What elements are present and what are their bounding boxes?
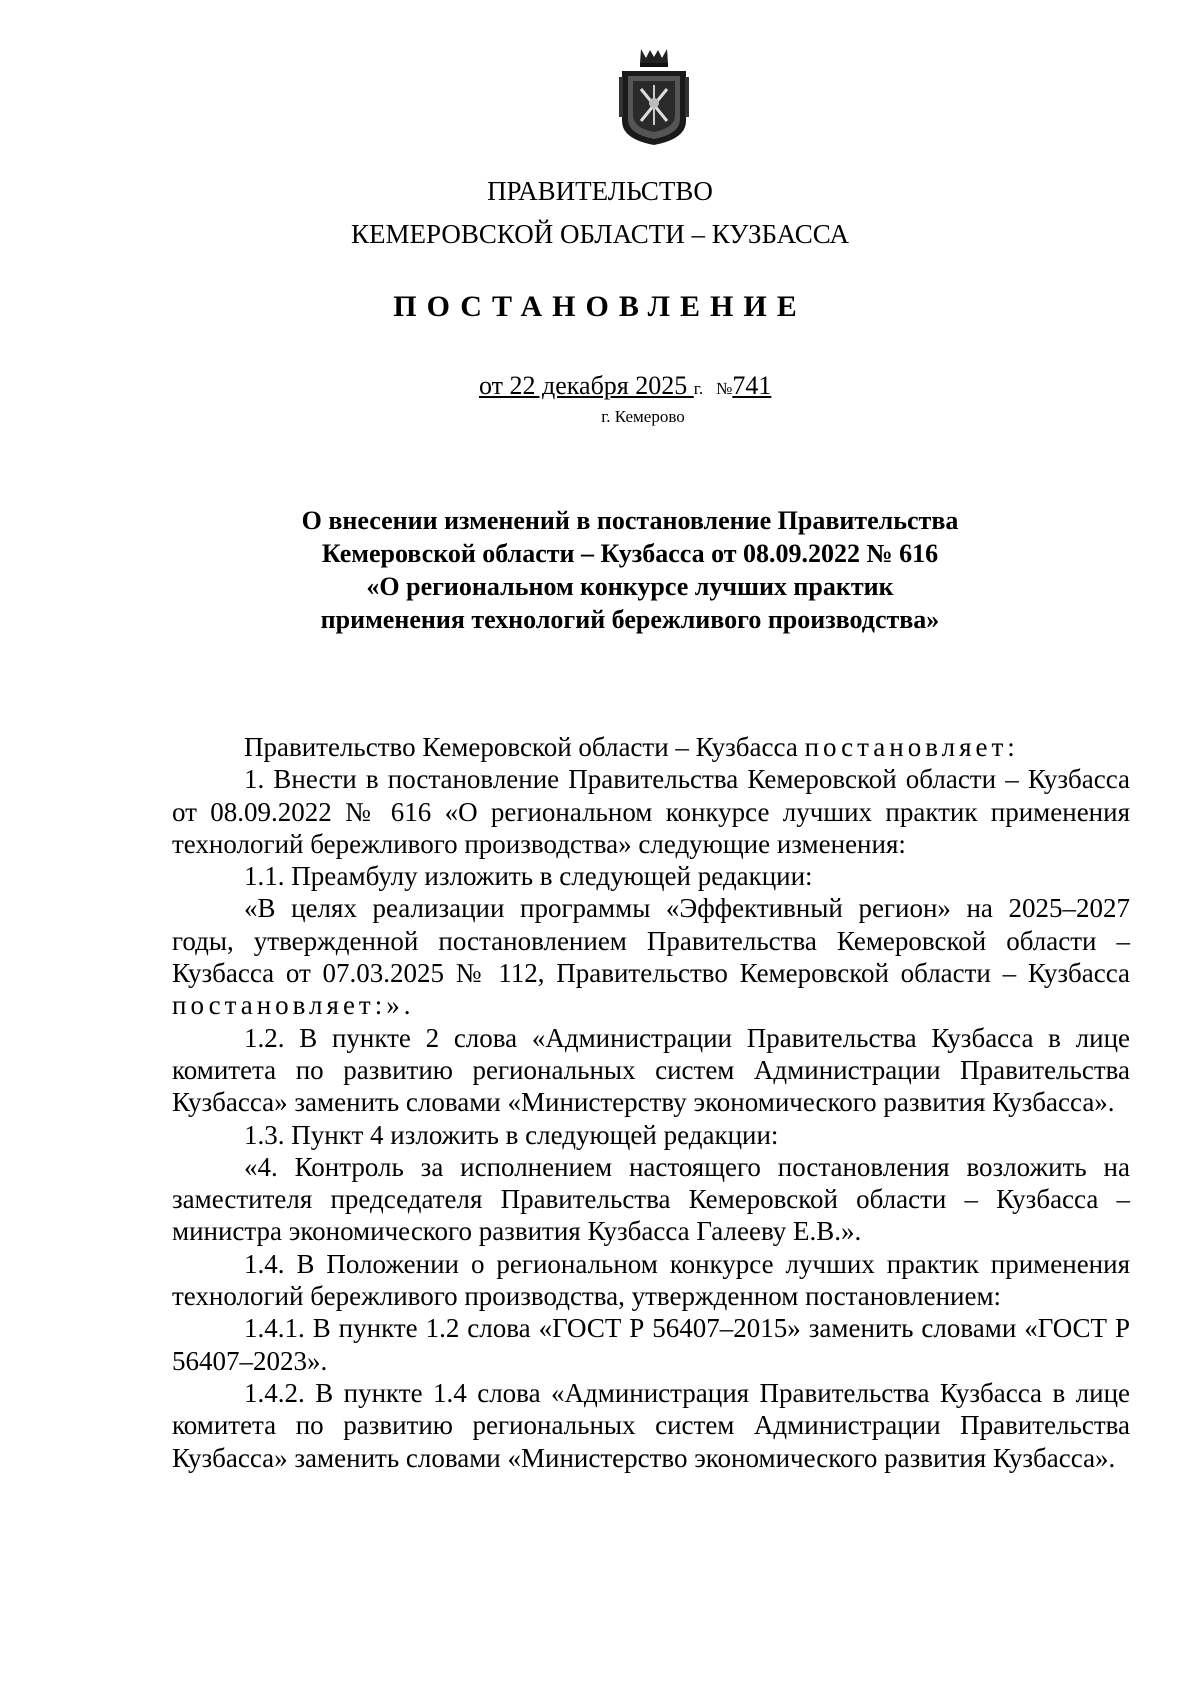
body-paragraph: 1.3. Пункт 4 изложить в следующей редакции: xyxy=(244,1119,779,1150)
body-paragraph xyxy=(172,892,1130,1021)
organization-name-line-1: ПРАВИТЕЛЬСТВО xyxy=(487,176,713,206)
paragraph-text: «В целях реализации программы «Эффективный регион» на 2025–2027 годы, утвержденной постановлением Правительства Кемеровской области – Кузбасса от 07.03.2025 № 112, Правительство Кемеровской области – Кузбасса xyxy=(172,893,1130,989)
body-paragraph: 1.4.1. В пункте 1.2 слова «ГОСТ Р 56407–2015» заменить словами «ГОСТ Р 56407–2023». xyxy=(172,1313,1130,1376)
spaced-word: постановляет:». xyxy=(172,990,415,1021)
date-prefix: от xyxy=(479,371,510,400)
body-paragraph: 1.4. В Положении о региональном конкурсе лучших практик применения технологий бережливого производства, утвержденном постановлением: xyxy=(172,1248,1130,1312)
number-sign: № xyxy=(716,379,733,398)
title-line-4: применения технологий бережливого производства» xyxy=(320,605,940,634)
year-suffix: г. xyxy=(693,379,704,398)
body-paragraph xyxy=(172,731,1130,763)
document-type-heading: ПОСТАНОВЛЕНИЕ xyxy=(393,290,807,323)
paragraph-text: Правительство Кемеровской области – Кузбасса xyxy=(244,732,805,762)
body-paragraph: 1.4.2. В пункте 1.4 слова «Администрация Правительства Кузбасса в лице комитета по развитию региональных систем Администрации Правительства Кузбасса» заменить словами «Министерство экономического развития Кузбасса». xyxy=(172,1377,1130,1473)
coat-of-arms-icon xyxy=(619,45,689,147)
body-paragraph: 1.1. Преамбулу изложить в следующей редакции: xyxy=(244,861,813,892)
body-paragraph: «4. Контроль за исполнением настоящего постановления возложить на заместителя председателя Правительства Кемеровской области – Кузбасса – министра экономического развития Кузбасса Галееву Е.В.». xyxy=(172,1151,1130,1247)
document-number: 741 xyxy=(732,371,772,400)
title-line-1: О внесении изменений в постановление Правительства xyxy=(301,506,959,535)
date-number-line xyxy=(479,371,771,401)
organization-name-line-2: КЕМЕРОВСКОЙ ОБЛАСТИ – КУЗБАССА xyxy=(351,219,849,249)
spaced-word: постановляет: xyxy=(804,732,1019,762)
title-line-3: «О региональном конкурсе лучших практик xyxy=(366,572,894,601)
document-date: 22 декабря 2025 xyxy=(509,371,694,400)
document-body xyxy=(172,731,1130,1474)
document-title xyxy=(240,504,1020,636)
title-line-2: Кемеровской области – Кузбасса от 08.09.2022 № 616 xyxy=(321,539,939,568)
body-paragraph: 1. Внести в постановление Правительства Кемеровской области – Кузбасса от 08.09.2022 № 616 «О региональном конкурсе лучших практик применения технологий бережливого производства» следующие изменения: xyxy=(172,764,1130,859)
body-paragraph: 1.2. В пункте 2 слова «Администрации Правительства Кузбасса в лице комитета по развитию региональных систем Администрации Правительства Кузбасса» заменить словами «Министерству экономического развития Кузбасса». xyxy=(172,1022,1130,1118)
city-name: г. Кемерово xyxy=(601,407,685,426)
